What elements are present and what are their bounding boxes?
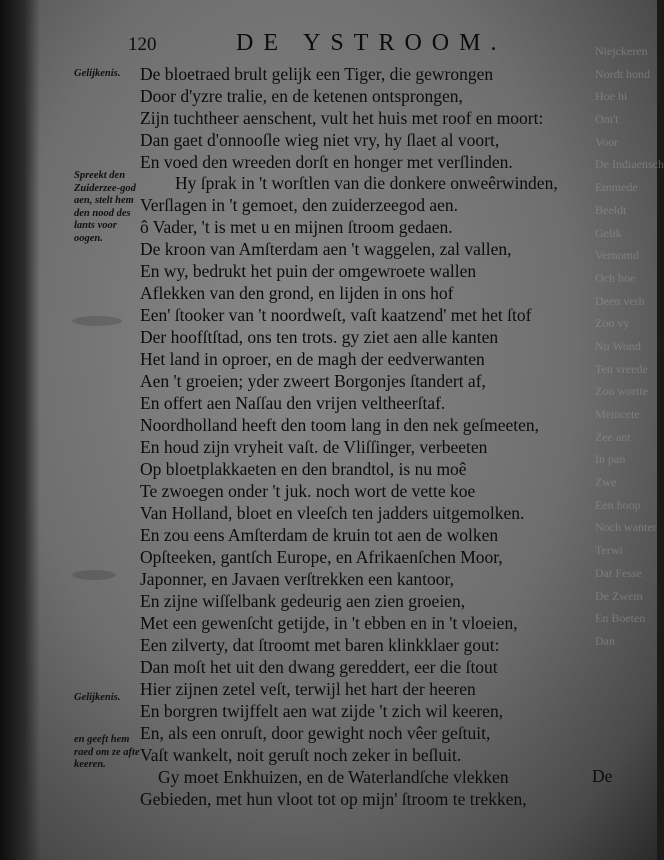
margin-note: Gelijkenis. — [74, 68, 121, 79]
verse-line: En, als een onruſt, door gewight noch vêer geſtuit, — [140, 723, 491, 743]
verse-line: Te zwoegen onder 't juk. noch wort de vette koe — [140, 481, 476, 501]
verse-line: En voed den wreeden dorſt en honger met verſlinden. — [140, 152, 513, 172]
page-header — [128, 30, 558, 60]
running-title: DE YSTROOM. — [236, 30, 507, 56]
verse-line: En zou eens Amſterdam de kruin tot aen de wolken — [140, 525, 499, 545]
verse-line: Gy moet Enkhuizen, en de Waterlandſche vlekken — [158, 767, 509, 787]
page-number: 120 — [128, 34, 157, 55]
verse-line: Hy ſprak in 't worſtlen van die donkere onweêrwinden, — [175, 173, 558, 193]
verse-line: Met een gewenſcht getijde, in 't ebben en in 't vloeien, — [140, 613, 518, 633]
verse-line: Het land in oproer, en de magh der eedverwanten — [140, 349, 485, 369]
margin-note: en geeft hem raed om ze afte keeren. — [74, 734, 140, 770]
verse-line: Aflekken van den grond, en lijden in ons hof — [140, 283, 454, 303]
verse-line: En wy, bedrukt het puin der omgewroete wallen — [140, 261, 477, 281]
verse-line: Gebieden, met hun vloot tot op mijn' ſtroom te trekken, — [140, 789, 527, 809]
binding-shadow — [0, 0, 40, 860]
catchword: De — [592, 766, 613, 786]
verse-line: Dan gaet d'onnooſle wieg niet vry, hy ſlaet al voort, — [140, 130, 500, 150]
margin-note: Spreekt den Zuiderzee-god aen, stelt hem den nood des lants voor oogen. — [74, 170, 136, 244]
ink-smudge — [72, 316, 122, 326]
verse-line: Van Holland, bloet en vleeſch ten jadders uitgemolken. — [140, 503, 525, 523]
verse-line: Dan moſt het uit den dwang gereddert, eer die ſtout — [140, 657, 498, 677]
ink-smudge — [72, 570, 116, 580]
verse-line: En offert aen Naſſau den vrijen veltheerſtaf. — [140, 393, 446, 413]
verse-line: Der hoofſtſtad, ons ten trots. gy ziet aen alle kanten — [140, 327, 499, 347]
verse-line: Japonner, en Javaen verſtrekken een kantoor, — [140, 569, 454, 589]
verse-line: Hier zijnen zetel veſt, terwijl het hart der heeren — [140, 679, 476, 699]
bleed-through-text: Niejckeren Nordt hond Hoe hi Om't Voor De Indiaensch Emmede Beeldt Gelik Vernomd Och hoe Deen verh Zoo vy Nu Wond Ten vreede Zoo wortte Meincete Zee ant In pan Zwe Een hoop Noch wanter Terwi Dat Fesse De Zwem En Boeten Dan — [595, 44, 664, 648]
margin-note: Gelijkenis. — [74, 692, 121, 703]
verse-line: Opſteeken, gantſch Europe, en Afrikaenſchen Moor, — [140, 547, 503, 567]
verse-line: De bloetraed brult gelijk een Tiger, die gewrongen — [140, 64, 494, 84]
verse-line: Door d'yzre tralie, en de ketenen ontsprongen, — [140, 86, 463, 106]
verse-line: Verſlagen in 't gemoet, den zuiderzeegod aen. — [140, 195, 459, 215]
verse-line: ô Vader, 't is met u en mijnen ſtroom gedaen. — [140, 217, 453, 237]
verse-line: Vaſt wankelt, noit geruſt noch zeker in beſluit. — [140, 745, 462, 765]
verse-line: En zijne wiſſelbank gedeurig aen zien groeien, — [140, 591, 466, 611]
verse-line: Noordholland heeft den toom lang in den nek geſmeeten, — [140, 415, 539, 435]
verse-line: Aen 't groeien; yder zweert Borgonjes ſtandert af, — [140, 371, 486, 391]
verse-line: Zijn tuchtheer aenschent, vult het huis met roof en moort: — [140, 108, 544, 128]
verse-line: Een' ſtooker van 't noordweſt, vaſt kaatzend' met het ſtof — [140, 305, 532, 325]
verse-line: Op bloetplakkaeten en den brandtol, is nu moê — [140, 459, 467, 479]
verse-line: En borgren twijffelt aen wat zijde 't zich wil keeren, — [140, 701, 504, 721]
verse-line: Een zilverty, dat ſtroomt met baren klinkklaer gout: — [140, 635, 500, 655]
verse-line: En houd zijn vryheit vaſt. de Vliſſinger, verbeeten — [140, 437, 488, 457]
verse-line: De kroon van Amſterdam aen 't waggelen, zal vallen, — [140, 239, 512, 259]
